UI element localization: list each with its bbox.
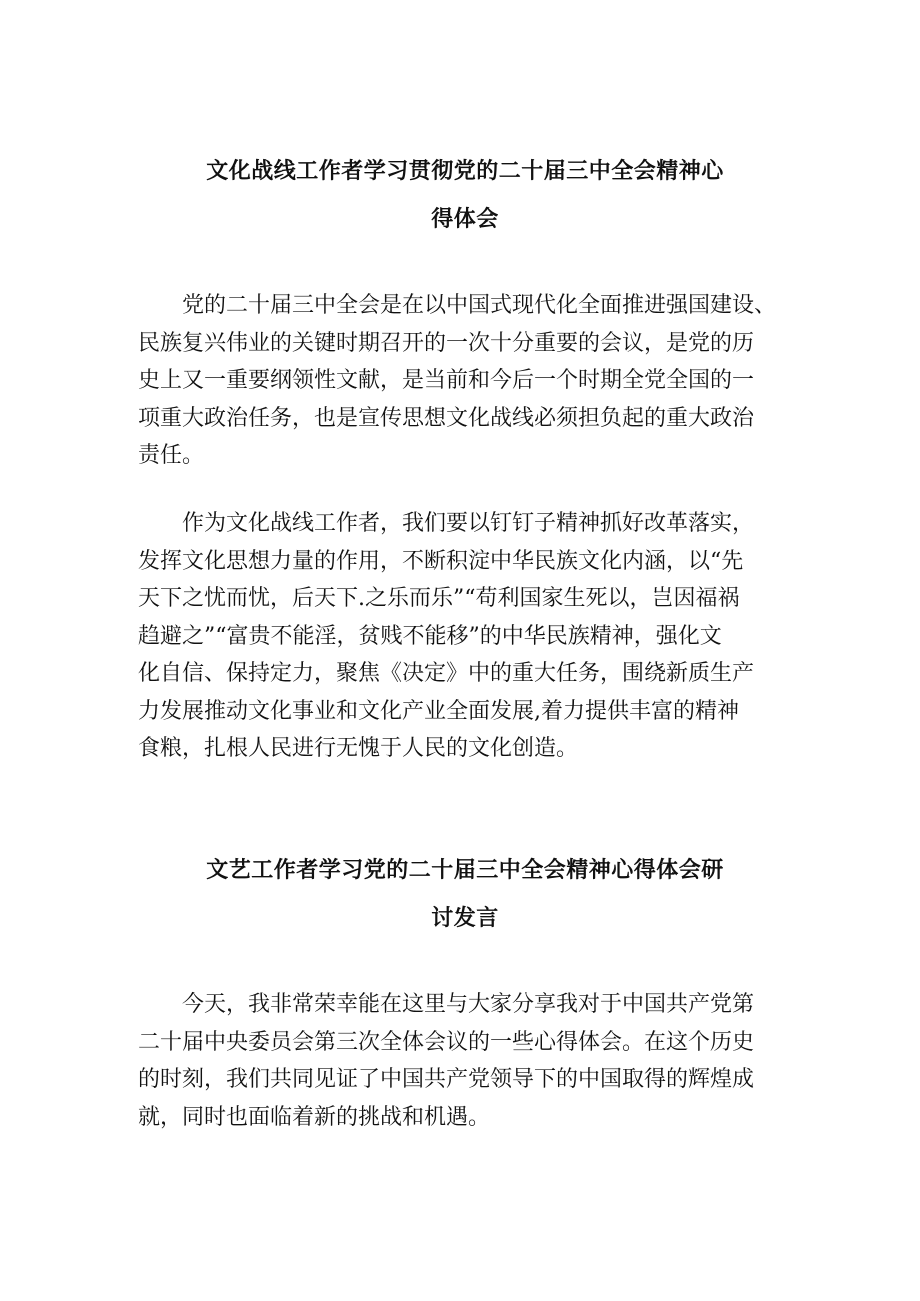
paragraph-line: 化自信、保持定力，聚焦《决定》中的重大任务，围绕新质生产 [138, 661, 755, 686]
paragraph-line: 史上又一重要纲领性文献，是当前和今后一个时期全党全国的一 [138, 368, 755, 393]
paragraph-line: 党的二十届三中全会是在以中国式现代化全面推进强国建设、 [182, 293, 777, 318]
paragraph-line: 作为文化战线工作者，我们要以钉钉子精神抓好改革落实， [182, 511, 755, 536]
paragraph-line: 二十届中央委员会第三次全体会议的一些心得体会。在这个历史 [138, 1029, 755, 1055]
section-2-paragraph-1 [138, 986, 798, 1136]
paragraph-line: 就，同时也面临着新的挑战和机遇。 [138, 1104, 491, 1130]
title-line: 文化战线工作者学习贯彻党的二十届三中全会精神心 [206, 159, 724, 184]
section-2-title [120, 847, 810, 943]
paragraph-line: 天下之忧而忧，后天下.之乐而乐”“苟利国家生死以，岂因福祸 [138, 586, 740, 611]
paragraph-line: 责任。 [138, 443, 205, 468]
title-line: 文艺工作者学习党的二十届三中全会精神心得体会研 [206, 858, 724, 883]
section-1-paragraph-1 [138, 287, 798, 475]
title-line: 得体会 [431, 207, 499, 232]
section-1-paragraph-2 [138, 505, 798, 768]
paragraph-line: 趋避之”“富贵不能淫，贫贱不能移”的中华民族精神，强化文 [138, 623, 722, 649]
paragraph-line: 食粮，扎根人民进行无愧于人民的文化创造。 [138, 736, 579, 761]
paragraph-line: 民族复兴伟业的关键时期召开的一次十分重要的会议，是党的历 [138, 330, 755, 356]
paragraph-line: 项重大政治任务，也是宣传思想文化战线必须担负起的重大政治 [138, 405, 755, 431]
paragraph-line: 发挥文化思想力量的作用，不断积淀中华民族文化内涵，以“先 [138, 548, 744, 574]
paragraph-line: 今天，我非常荣幸能在这里与大家分享我对于中国共产党第 [182, 992, 755, 1017]
paragraph-line: 的时刻，我们共同见证了中国共产党领导下的中国取得的辉煌成 [138, 1067, 755, 1092]
title-line: 讨发言 [431, 906, 499, 931]
section-1-title [120, 148, 810, 244]
paragraph-line: 力发展推动文化事业和文化产业全面发展,着力提供丰富的精神 [138, 698, 739, 724]
